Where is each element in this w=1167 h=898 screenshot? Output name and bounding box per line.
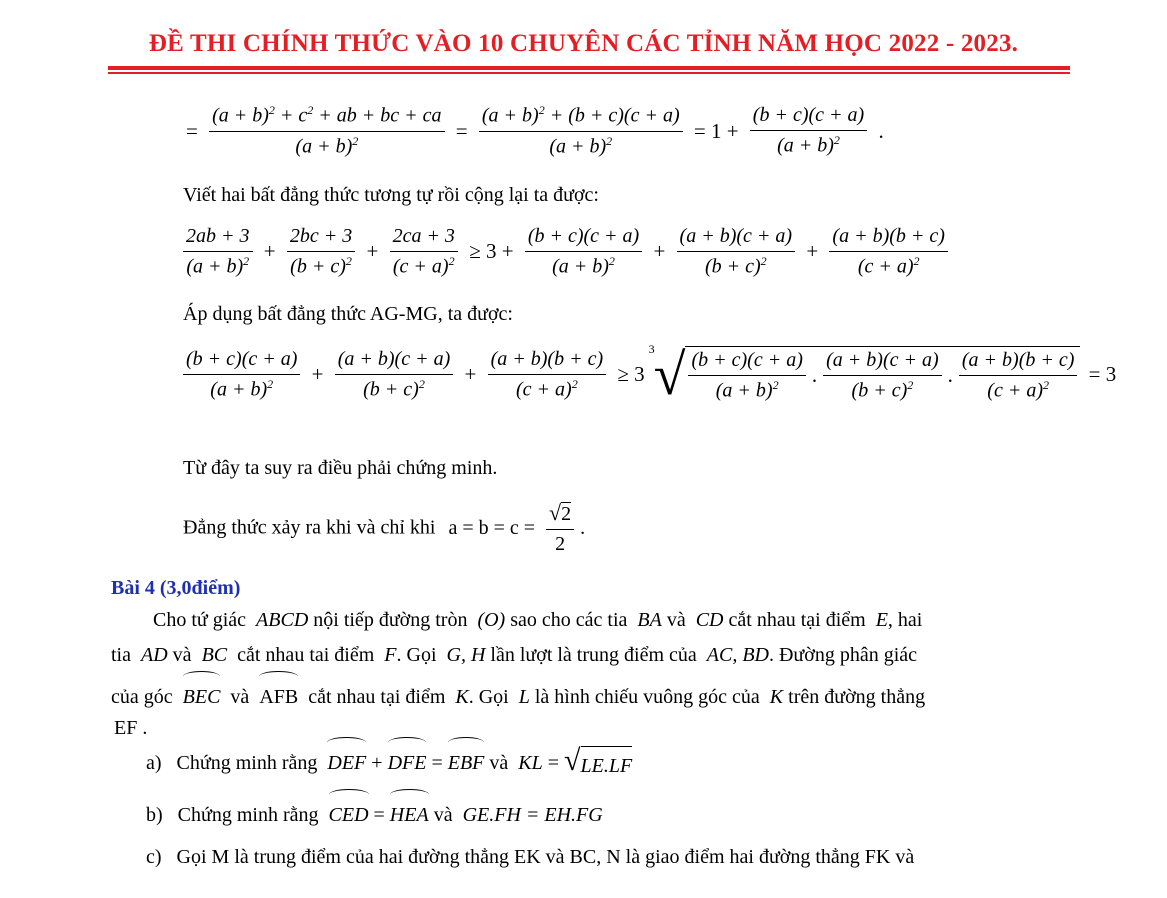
equation-line-2: $\frac{2ab + 3}{(a + b)^2}$ + $\frac{2bc + 3}{(b + c)^2}$ + $\frac{2ca + 3}{(c + a)^2}$ ≥ 3 + $\frac{(b + c)(c + a)}{(a + b)^2}$ + $\frac{(a + b)(c + a)}{(b + c)^2}$ + $\frac{(a + b)(b + c)}{(c + a)^2}$ [180,225,951,279]
equality-line: Đẳng thức xảy ra khi và chỉ khi a = b = c = $\frac{√2}{2}$ . [183,500,586,555]
header-rule-thick [108,66,1070,70]
part-a: a) Chứng minh rằng DEF + DFE = EBF và KL = √ LE.LF [146,746,1101,783]
problem-line-2: tia AD và BC cắt nhau tai điểm F. Gọi G, H lần lượt là trung điểm của AC, BD. Đường phân giác [111,644,918,666]
problem-line-3: của góc BEC và AFB cắt nhau tại điểm K. Gọi L là hình chiếu vuông góc của K trên đường thẳng [111,680,1066,714]
text-similar-ineq: Viết hai bất đẳng thức tương tự rồi cộng lại ta được: [183,184,599,206]
header-rule-thin [108,72,1070,74]
text-amgm: Áp dụng bất đẳng thức AG-MG, ta được: [183,303,513,325]
part-b: b) Chứng minh rằng CED = HEA và GE.FH = EH.FG [146,798,1101,832]
page-header-title: ĐỀ THI CHÍNH THỨC VÀO 10 CHUYÊN CÁC TỈNH NĂM HỌC 2022 - 2023. [148,30,1019,57]
text-equality: Đẳng thức xảy ra khi và chỉ khi [183,516,436,539]
problem-line-1: Cho tứ giác ABCD nội tiếp đường tròn (O) sao cho các tia BA và CD cắt nhau tại điểm E, hai [153,609,923,631]
part-c: c) Gọi M là trung điểm của hai đường thẳng EK và BC, N là giao điểm hai đường thẳng FK và [146,846,915,868]
equation-line-3: $\frac{(b + c)(c + a)}{(a + b)^2}$ + $\frac{(a + b)(c + a)}{(b + c)^2}$ + $\frac{(a + b)(b + c)}{(c + a)^2}$ ≥ 3 3 √ $\frac{(b + c)(c + a)}{(a + b)^2}$ . $\frac{(a + b)(c + a)}{(b + c)^2}$ . $\frac{(a + b)(b + c)}{(c + a)^2}$ = 3 [180,346,1119,403]
problem-line-4: EF . [114,717,148,739]
text-conclude: Từ đây ta suy ra điều phải chứng minh. [183,457,498,479]
equation-line-1: = $\frac{(a + b)^2 + c^2 + ab + bc + ca}{(a + b)^2}$ = $\frac{(a + b)^2 + (b + c)(c + a)}{(a + b)^2}$ = 1 + $\frac{(b + c)(c + a)}{(a + b)^2}$ . [186,103,884,158]
problem-heading: Bài 4 (3,0điểm) [111,577,241,599]
cube-root: 3 √ $\frac{(b + c)(c + a)}{(a + b)^2}$ . $\frac{(a + b)(c + a)}{(b + c)^2}$ . $\frac{(a + b)(b + c)}{(c + a)^2}$ [648,346,1081,403]
